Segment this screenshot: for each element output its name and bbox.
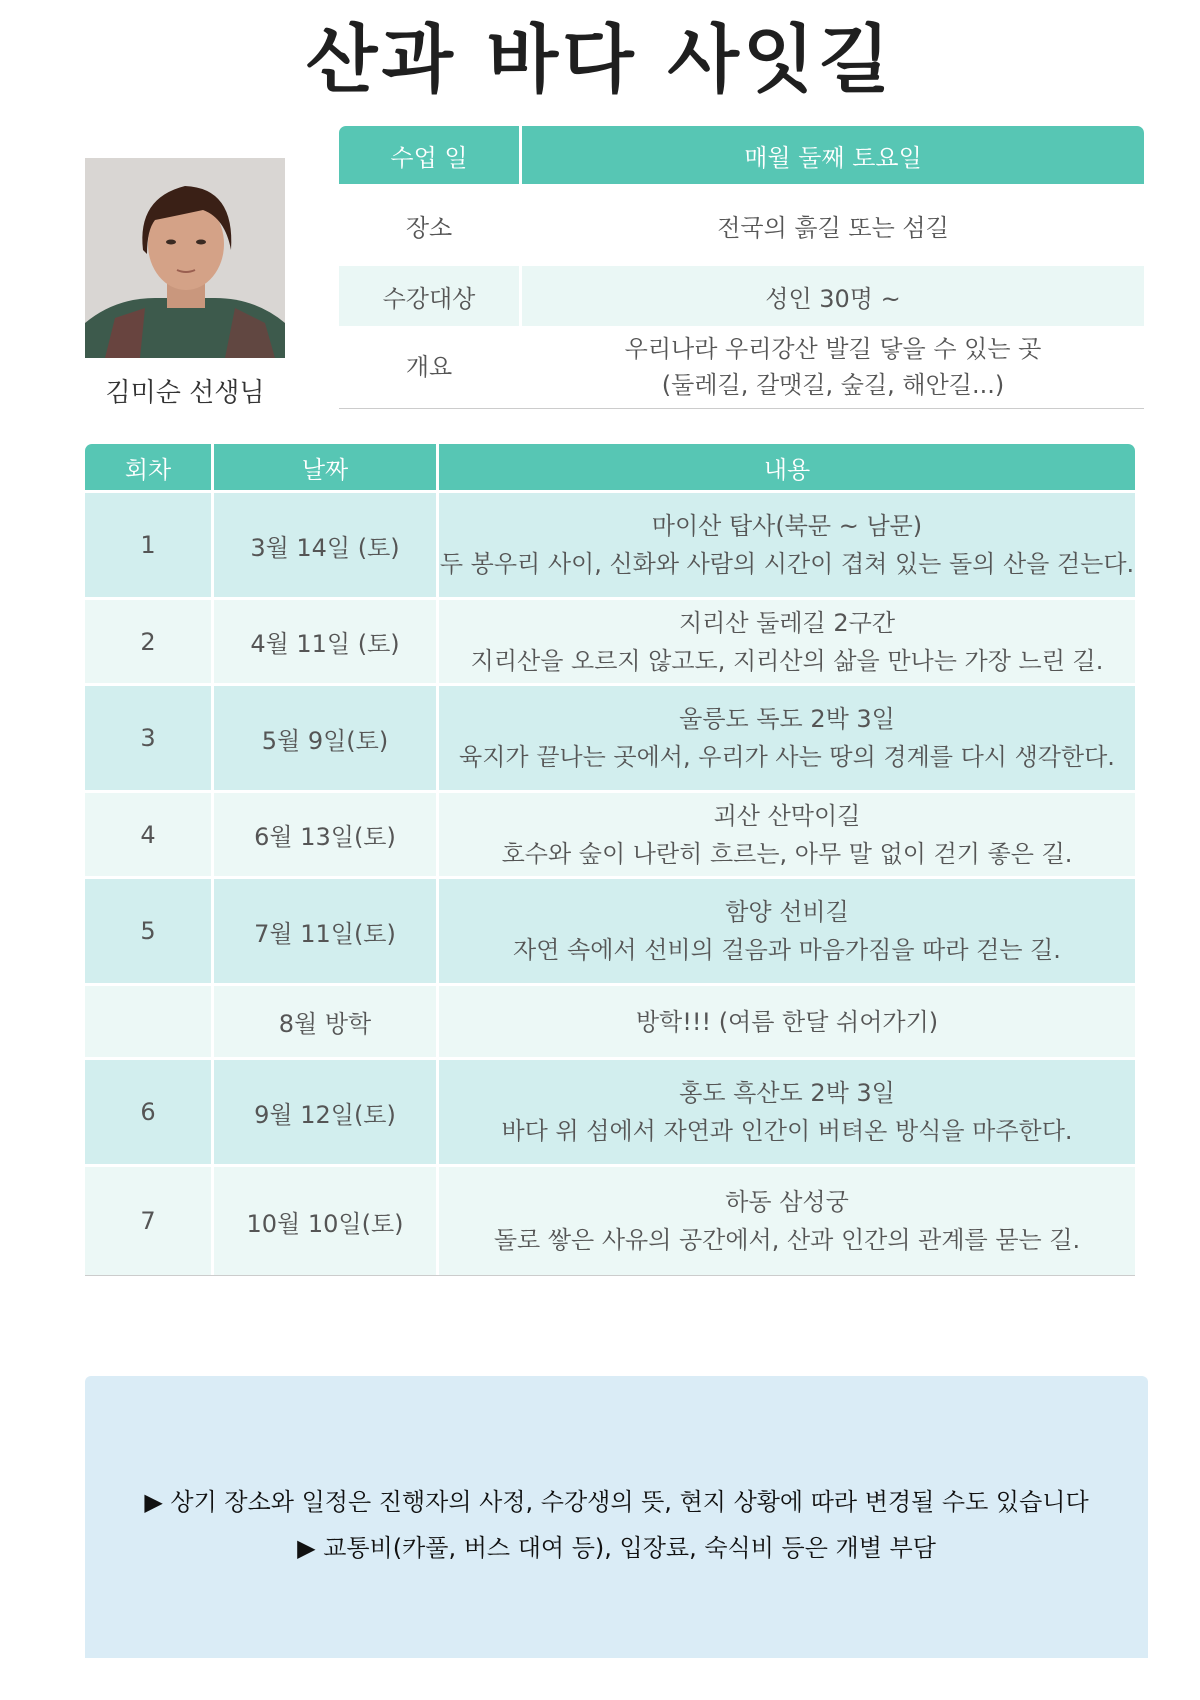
date-cell: 6월 13일(토) [211, 793, 436, 876]
table-row [85, 490, 1135, 597]
table-row [85, 1164, 1135, 1275]
table-divider [85, 1275, 1135, 1276]
date-cell: 10월 10일(토) [211, 1167, 436, 1275]
round-cell: 6 [140, 1098, 156, 1126]
round-cell: 3 [140, 724, 156, 752]
content-desc: 육지가 끝나는 곳에서, 우리가 사는 땅의 경계를 다시 생각한다. [459, 743, 1115, 771]
notice-line: ▶ 교통비(카풀, 버스 대여 등), 입장료, 숙식비 등은 개별 부담 [297, 1534, 936, 1562]
content-cell [436, 493, 1135, 597]
header-content: 내용 [436, 444, 1135, 490]
content-cell [436, 879, 1135, 983]
overview-line: 우리나라 우리강산 발길 닿을 수 있는 곳 [624, 335, 1042, 363]
info-label: 수업 일 [390, 143, 468, 172]
content-cell [436, 1167, 1135, 1275]
info-row-location [339, 184, 1144, 266]
overview-line: (둘레길, 갈맷길, 숲길, 해안길...) [661, 371, 1005, 399]
info-label: 개요 [405, 353, 453, 381]
content-cell [436, 986, 1135, 1057]
round-cell [85, 986, 211, 1057]
content-desc: 두 봉우리 사이, 신화와 사람의 시간이 겹쳐 있는 돌의 산을 걷는다. [439, 550, 1135, 578]
content-title: 괴산 산막이길 [713, 801, 861, 830]
header-date: 날짜 [211, 444, 436, 490]
teacher-name: 김미순 선생님 [105, 378, 265, 408]
content-title: 함양 선비길 [725, 898, 849, 926]
round-cell: 2 [140, 627, 156, 656]
info-value [519, 326, 1144, 408]
teacher-photo [85, 158, 285, 358]
round-cell: 4 [140, 820, 156, 849]
content-title: 지리산 둘레길 2구간 [679, 608, 895, 637]
round-cell: 1 [140, 531, 156, 559]
table-row [85, 597, 1135, 683]
notice-box [85, 1376, 1148, 1658]
page-title: 산과 바다 사잇길 [306, 17, 894, 103]
round-cell: 5 [140, 917, 156, 945]
header-round: 회차 [124, 455, 172, 484]
notice-line: ▶ 상기 장소와 일정은 진행자의 사정, 수강생의 뜻, 현지 상황에 따라 변경될 수도 있습니다 [144, 1488, 1089, 1516]
info-row-overview [339, 326, 1144, 409]
table-row [85, 876, 1135, 983]
date-cell: 3월 14일 (토) [211, 493, 436, 597]
content-desc: 지리산을 오르지 않고도, 지리산의 삶을 만나는 가장 느린 길. [470, 646, 1104, 675]
date-cell: 4월 11일 (토) [211, 600, 436, 683]
content-desc: 돌로 쌓은 사유의 공간에서, 산과 인간의 관계를 묻는 길. [493, 1226, 1081, 1254]
content-cell [436, 686, 1135, 790]
info-value: 성인 30명 ~ [519, 266, 1144, 326]
content-title: 홍도 흑산도 2박 3일 [679, 1079, 895, 1107]
content-desc: 자연 속에서 선비의 걸음과 마음가짐을 따라 걷는 길. [513, 936, 1061, 964]
table-row [85, 983, 1135, 1057]
content-desc: 바다 위 섬에서 자연과 인간이 버텨온 방식을 마주한다. [501, 1117, 1073, 1145]
table-row [85, 790, 1135, 876]
table-row [85, 1057, 1135, 1164]
schedule-header-row [85, 444, 1135, 490]
date-cell: 7월 11일(토) [211, 879, 436, 983]
content-title: 방학!!! (여름 한달 쉬어가기) [635, 1007, 939, 1036]
info-label: 수강대상 [382, 284, 476, 313]
content-cell [436, 600, 1135, 683]
round-cell: 7 [140, 1207, 156, 1235]
info-value: 매월 둘째 토요일 [519, 126, 1144, 184]
info-value: 전국의 흙길 또는 섬길 [519, 184, 1144, 266]
content-cell [436, 793, 1135, 876]
content-title: 울릉도 독도 2박 3일 [679, 705, 895, 733]
schedule-table [85, 444, 1135, 1276]
info-row-target [339, 266, 1144, 326]
date-cell: 8월 방학 [211, 986, 436, 1057]
info-label: 장소 [405, 213, 453, 242]
table-row [85, 683, 1135, 790]
content-desc: 호수와 숲이 나란히 흐르는, 아무 말 없이 걷기 좋은 길. [501, 839, 1073, 868]
content-title: 마이산 탑사(북문 ~ 남문) [651, 512, 923, 540]
info-header-row [339, 126, 1144, 184]
date-cell: 9월 12일(토) [211, 1060, 436, 1164]
class-info-table [339, 126, 1144, 409]
date-cell: 5월 9일(토) [211, 686, 436, 790]
content-cell [436, 1060, 1135, 1164]
content-title: 하동 삼성궁 [725, 1188, 849, 1216]
